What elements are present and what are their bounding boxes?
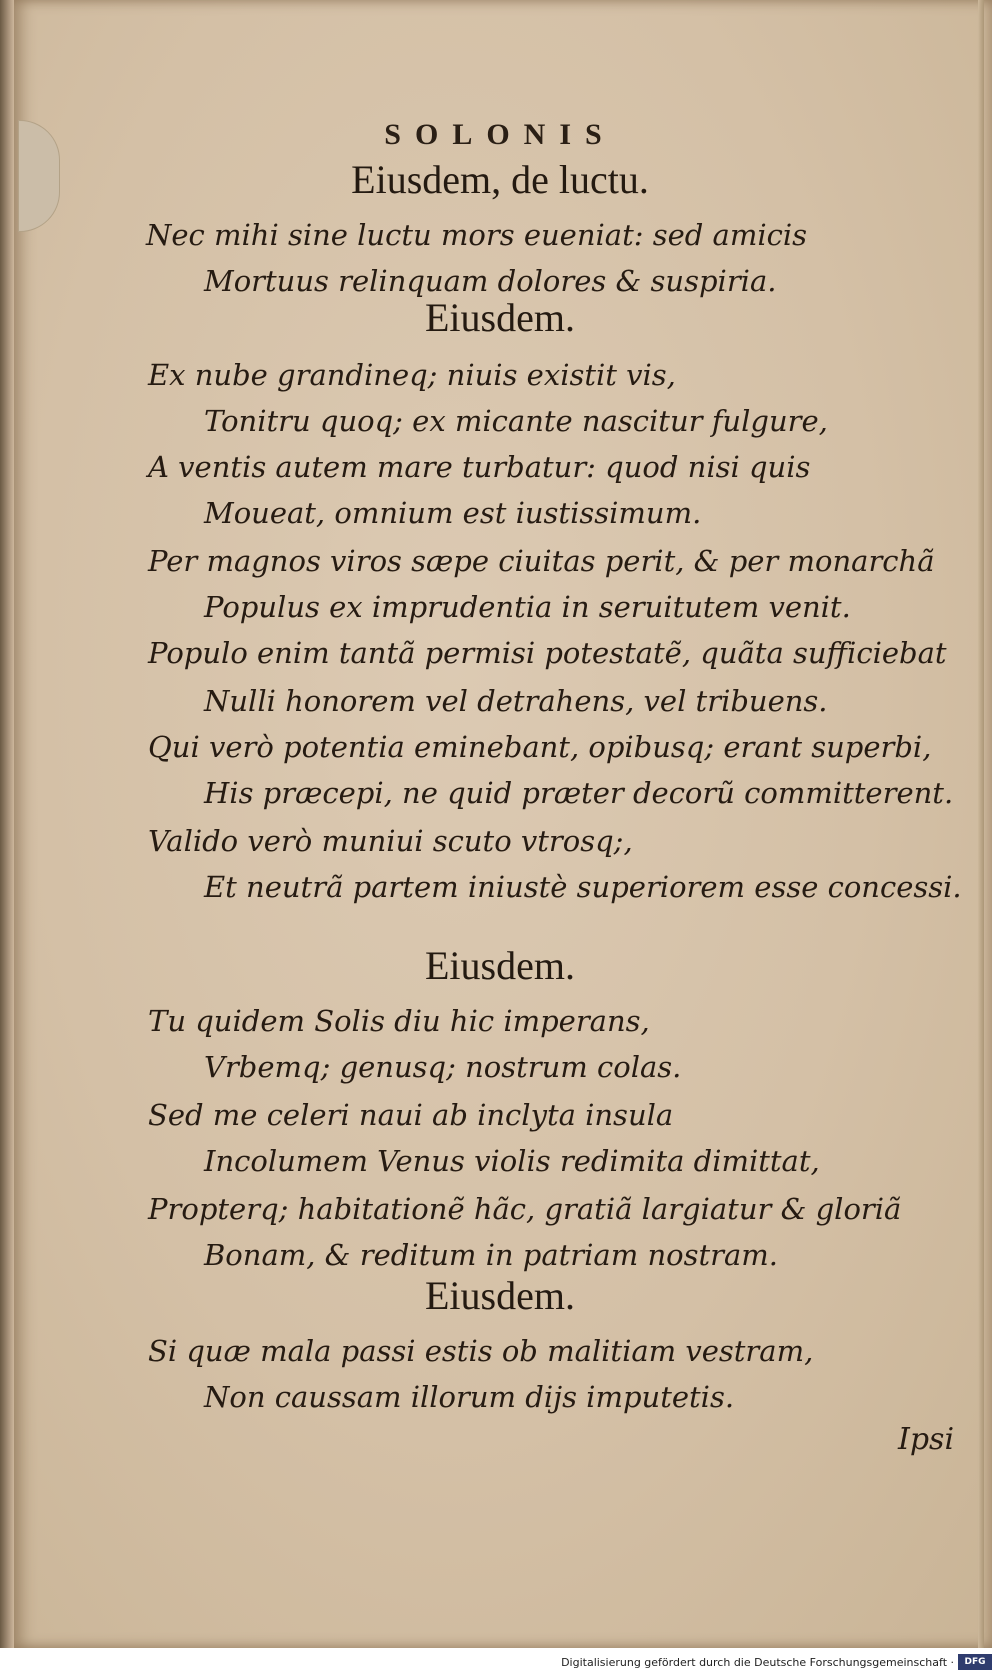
verse-line: Tu quidem Solis diu hic imperans, (148, 1004, 650, 1038)
verse-line: Bonam, & reditum in patriam nostram. (204, 1238, 778, 1272)
verse-line: Populus ex imprudentia in seruitutem venit. (204, 590, 851, 624)
verse-line: Qui verò potentia eminebant, opibusq; erant superbi, (148, 730, 932, 764)
verse-line: Nulli honorem vel detrahens, vel tribuens. (204, 684, 828, 718)
verse-line: Populo enim tantã permisi potestatẽ, quãta sufficiebat (148, 636, 947, 670)
verse-line: His præcepi, ne quid præter decorũ committerent. (204, 776, 954, 810)
footer-credit: Digitalisierung gefördert durch die Deutsche Forschungsgemeinschaft · (561, 1656, 954, 1669)
page-edge (978, 0, 984, 1648)
verse-line: Sed me celeri naui ab inclyta insula (148, 1098, 674, 1132)
verse-line: Tonitru quoq; ex micante nascitur fulgure, (204, 404, 828, 438)
verse-line: Si quæ mala passi estis ob malitiam vestram, (148, 1334, 814, 1368)
verse-line: Vrbemq; genusq; nostrum colas. (204, 1050, 682, 1084)
verse-line: Nec mihi sine luctu mors eueniat: sed amicis (146, 218, 807, 252)
verse-line: Ex nube grandineq; niuis existit vis, (148, 358, 676, 392)
section-heading: Eiusdem. (425, 1273, 575, 1318)
verse-line: Incolumem Venus violis redimita dimittat, (204, 1144, 820, 1178)
verse-line: Et neutrã partem iniustè superiorem esse concessi. (204, 870, 962, 904)
verse-line: Propterq; habitationẽ hãc, gratiã largiatur & gloriã (148, 1192, 902, 1226)
section-heading: Eiusdem. (425, 295, 575, 340)
footer-bar (0, 1648, 1000, 1679)
verse-line: Valido verò muniui scuto vtrosq;, (148, 824, 633, 858)
verse-line: Per magnos viros sæpe ciuitas perit, & per monarchã (148, 544, 935, 578)
verse-line: Moueat, omnium est iustissimum. (204, 496, 702, 530)
section-heading: Eiusdem. (425, 943, 575, 988)
verse-line: A ventis autem mare turbatur: quod nisi quis (148, 450, 811, 484)
dfg-logo: DFG (958, 1654, 992, 1670)
section-heading: Eiusdem, de luctu. (351, 157, 649, 202)
catchword: Ipsi (898, 1422, 955, 1457)
verse-line: Mortuus relinquam dolores & suspiria. (204, 264, 777, 298)
book-spine (0, 0, 14, 1648)
verse-line: Non caussam illorum dijs imputetis. (204, 1380, 735, 1414)
running-head: SOLONIS (384, 118, 616, 151)
